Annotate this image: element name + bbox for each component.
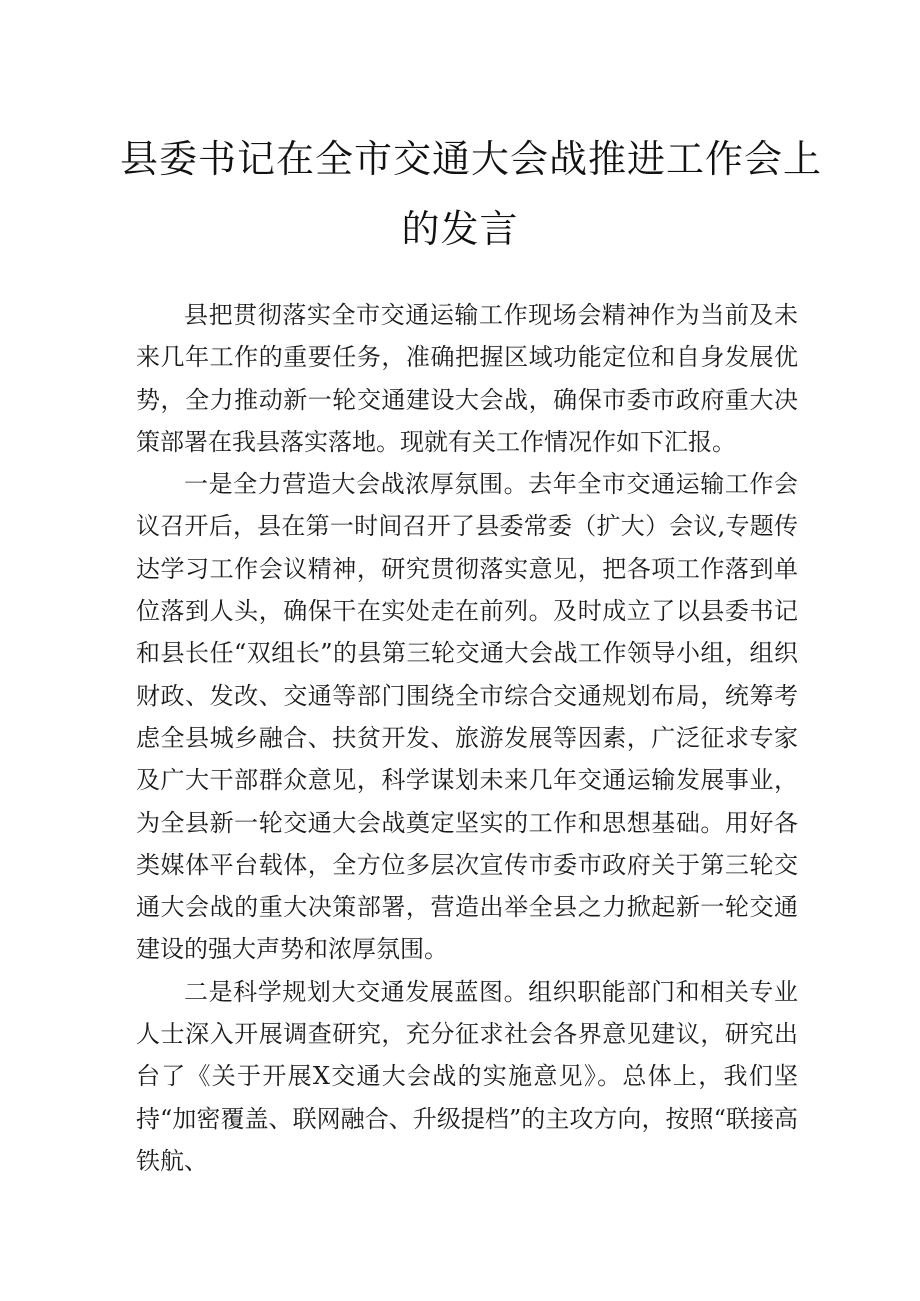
- document-title-line-2: 的发言: [401, 207, 519, 251]
- paragraph-intro: 县把贯彻落实全市交通运输工作现场会精神作为当前及未来几年工作的重要任务，准确把握区域功能定位和自身发展优势，全力推动新一轮交通建设大会战，确保市委市政府重大决策部署在我县落实落地。现就有关工作情况作如下汇报。: [136, 301, 798, 456]
- document-title-line-1: 县委书记在全市交通大会战推进工作会上: [120, 137, 823, 181]
- document-body: [136, 294, 798, 1182]
- paragraph-point-one: 一是全力营造大会战浓厚氛围。去年全市交通运输工作会议召开后，县在第一时间召开了县委常委（扩大）会议,专题传达学习工作会议精神，研究贯彻落实意见，把各项工作落到单位落到人头，确保干在实处走在前列。及时成立了以县委书记和县长任“双组长”的县第三轮交通大会战工作领导小组，组织财政、发改、交通等部门围绕全市综合交通规划布局，统筹考虑全县城乡融合、扶贫开发、旅游发展等因素，广泛征求专家及广大干部群众意见，科学谋划未来几年交通运输发展事业，为全县新一轮交通大会战奠定坚实的工作和思想基础。用好各类媒体平台载体，全方位多层次宣传市委市政府关于第三轮交通大会战的重大决策部署，营造出举全县之力掀起新一轮交通建设的强大声势和浓厚氛围。: [136, 470, 798, 964]
- paragraph-point-two: 二是科学规划大交通发展蓝图。组织职能部门和相关专业人士深入开展调查研究，充分征求社会各界意见建议，研究出台了《关于开展X交通大会战的实施意见》。总体上，我们坚持“加密覆盖、联网融合、升级提档”的主攻方向，按照“联接高铁航、: [136, 977, 798, 1175]
